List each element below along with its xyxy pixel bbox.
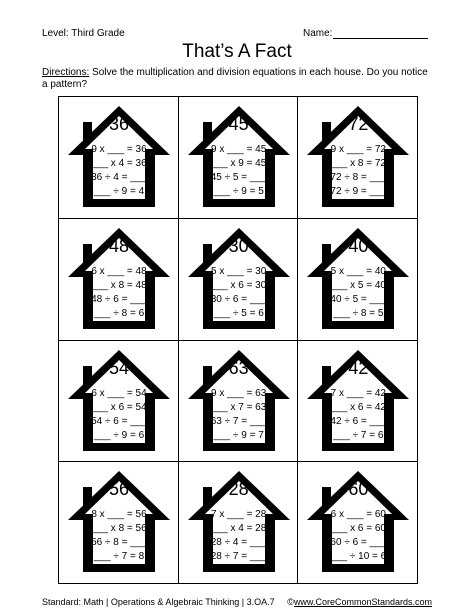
equations bbox=[59, 143, 179, 199]
house-cell bbox=[298, 219, 418, 341]
house-cell bbox=[179, 462, 299, 584]
house-cell bbox=[59, 462, 179, 584]
house-number: 48 bbox=[108, 235, 130, 256]
level-label: Level: Third Grade bbox=[42, 28, 125, 39]
house-number: 30 bbox=[228, 235, 249, 256]
equation: ___ x 4 = 28 bbox=[210, 523, 267, 535]
equation: ___ x 9 = 45 bbox=[210, 158, 267, 169]
equations bbox=[298, 387, 418, 443]
equation: ___ ÷ 8 = 5 bbox=[333, 307, 384, 319]
equation: ___ x 8 = 48 bbox=[91, 279, 147, 291]
house-cell bbox=[179, 97, 299, 219]
equation: ___ x 7 = 63 bbox=[210, 401, 267, 413]
equation: ___ x 6 = 42 bbox=[330, 401, 386, 413]
house-cell bbox=[179, 341, 299, 463]
equations bbox=[59, 508, 179, 564]
house-number: 36 bbox=[108, 114, 130, 134]
house-cell bbox=[179, 219, 299, 341]
website-link[interactable]: www.CoreCommonStandards.com bbox=[293, 597, 432, 607]
equation: 72 ÷ 8 = ___ bbox=[330, 172, 387, 183]
equations bbox=[179, 508, 299, 564]
name-blank-line[interactable] bbox=[333, 38, 428, 39]
house-cell bbox=[298, 97, 418, 219]
house-cell bbox=[59, 219, 179, 341]
house-number: 28 bbox=[228, 479, 249, 500]
equations bbox=[179, 387, 299, 443]
house-cell bbox=[298, 341, 418, 463]
equation: 6 x ___ = 54 bbox=[91, 387, 147, 399]
equations bbox=[179, 265, 299, 321]
equation: 28 ÷ 4 = ___ bbox=[210, 537, 267, 549]
directions-text: Solve the multiplication and division equations in each house. Do you notice a pattern? bbox=[42, 67, 428, 90]
directions-label: Directions: bbox=[42, 67, 90, 78]
equation: ___ ÷ 5 = 6 bbox=[213, 307, 264, 319]
name-label: Name: bbox=[303, 28, 333, 39]
equation: ___ ÷ 10 = 6 bbox=[330, 551, 387, 563]
equation: ___ ÷ 7 = 6 bbox=[333, 429, 384, 441]
equations bbox=[298, 265, 418, 321]
equation: 72 ÷ 9 = ___ bbox=[330, 186, 387, 197]
equation: ___ x 5 = 40 bbox=[330, 279, 386, 291]
house-cell bbox=[59, 341, 179, 463]
house-number: 63 bbox=[228, 357, 249, 378]
equation: 7 x ___ = 28 bbox=[210, 509, 267, 521]
house-cell bbox=[298, 462, 418, 584]
equation: 8 x ___ = 56 bbox=[91, 509, 147, 521]
equation: 6 x ___ = 60 bbox=[330, 509, 386, 521]
equation: ___ x 4 = 36 bbox=[91, 158, 147, 169]
equation: ___ x 6 = 60 bbox=[330, 523, 386, 535]
equation: 9 x ___ = 72 bbox=[330, 144, 386, 155]
equation: 36 ÷ 4 = ___ bbox=[91, 172, 147, 183]
standard-label: Standard: Math | Operations & Algebraic Thinking | 3.OA.7 bbox=[42, 597, 275, 607]
house-grid bbox=[58, 96, 418, 584]
equation: ___ x 6 = 54 bbox=[91, 401, 147, 413]
house-number: 45 bbox=[228, 114, 249, 134]
equation: 40 ÷ 5 = ___ bbox=[330, 293, 387, 305]
house-number: 54 bbox=[108, 357, 130, 378]
equation: 7 x ___ = 42 bbox=[330, 387, 386, 399]
equation: 60 ÷ 6 = ___ bbox=[330, 537, 387, 549]
equation: 6 x ___ = 48 bbox=[91, 265, 147, 277]
house-cell bbox=[59, 97, 179, 219]
equation: ___ ÷ 9 = 5 bbox=[213, 186, 264, 197]
equation: 30 ÷ 6 = ___ bbox=[210, 293, 267, 305]
equations bbox=[59, 387, 179, 443]
equation: 28 ÷ 7 = ___ bbox=[210, 551, 267, 563]
house-number: 56 bbox=[108, 479, 130, 500]
equation: 5 x ___ = 30 bbox=[210, 265, 267, 277]
page-title: That’s A Fact bbox=[182, 41, 292, 62]
equation: 9 x ___ = 36 bbox=[91, 144, 147, 155]
equation: 42 ÷ 6 = ___ bbox=[330, 415, 387, 427]
directions bbox=[42, 67, 434, 91]
equation: ___ x 6 = 30 bbox=[210, 279, 267, 291]
copyright bbox=[287, 597, 432, 607]
house-number: 42 bbox=[348, 357, 369, 378]
equations bbox=[179, 143, 299, 199]
equation: 45 ÷ 5 = ___ bbox=[210, 172, 267, 183]
equation: 9 x ___ = 63 bbox=[210, 387, 267, 399]
equation: ___ ÷ 8 = 6 bbox=[93, 307, 145, 319]
equation: 56 ÷ 8 = ___ bbox=[91, 537, 147, 549]
equation: ___ ÷ 9 = 6 bbox=[93, 429, 145, 441]
equation: ___ ÷ 9 = 7 bbox=[213, 429, 264, 441]
equations bbox=[59, 265, 179, 321]
equation: ___ ÷ 7 = 8 bbox=[93, 551, 145, 563]
equation: 63 ÷ 7 = ___ bbox=[210, 415, 267, 427]
equation: 5 x ___ = 40 bbox=[330, 265, 386, 277]
equations bbox=[298, 508, 418, 564]
equations bbox=[298, 143, 418, 199]
equation: ___ x 8 = 56 bbox=[91, 523, 147, 535]
equation: 9 x ___ = 45 bbox=[210, 144, 267, 155]
copyright-symbol: © bbox=[287, 597, 294, 607]
equation: ___ ÷ 9 = 4 bbox=[93, 186, 145, 197]
house-number: 40 bbox=[348, 235, 369, 256]
equation: ___ x 8 = 72 bbox=[330, 158, 386, 169]
equation: 54 ÷ 6 = ___ bbox=[91, 415, 147, 427]
house-number: 72 bbox=[348, 114, 369, 134]
equation: 48 ÷ 6 = ___ bbox=[91, 293, 147, 305]
house-number: 60 bbox=[348, 479, 369, 500]
